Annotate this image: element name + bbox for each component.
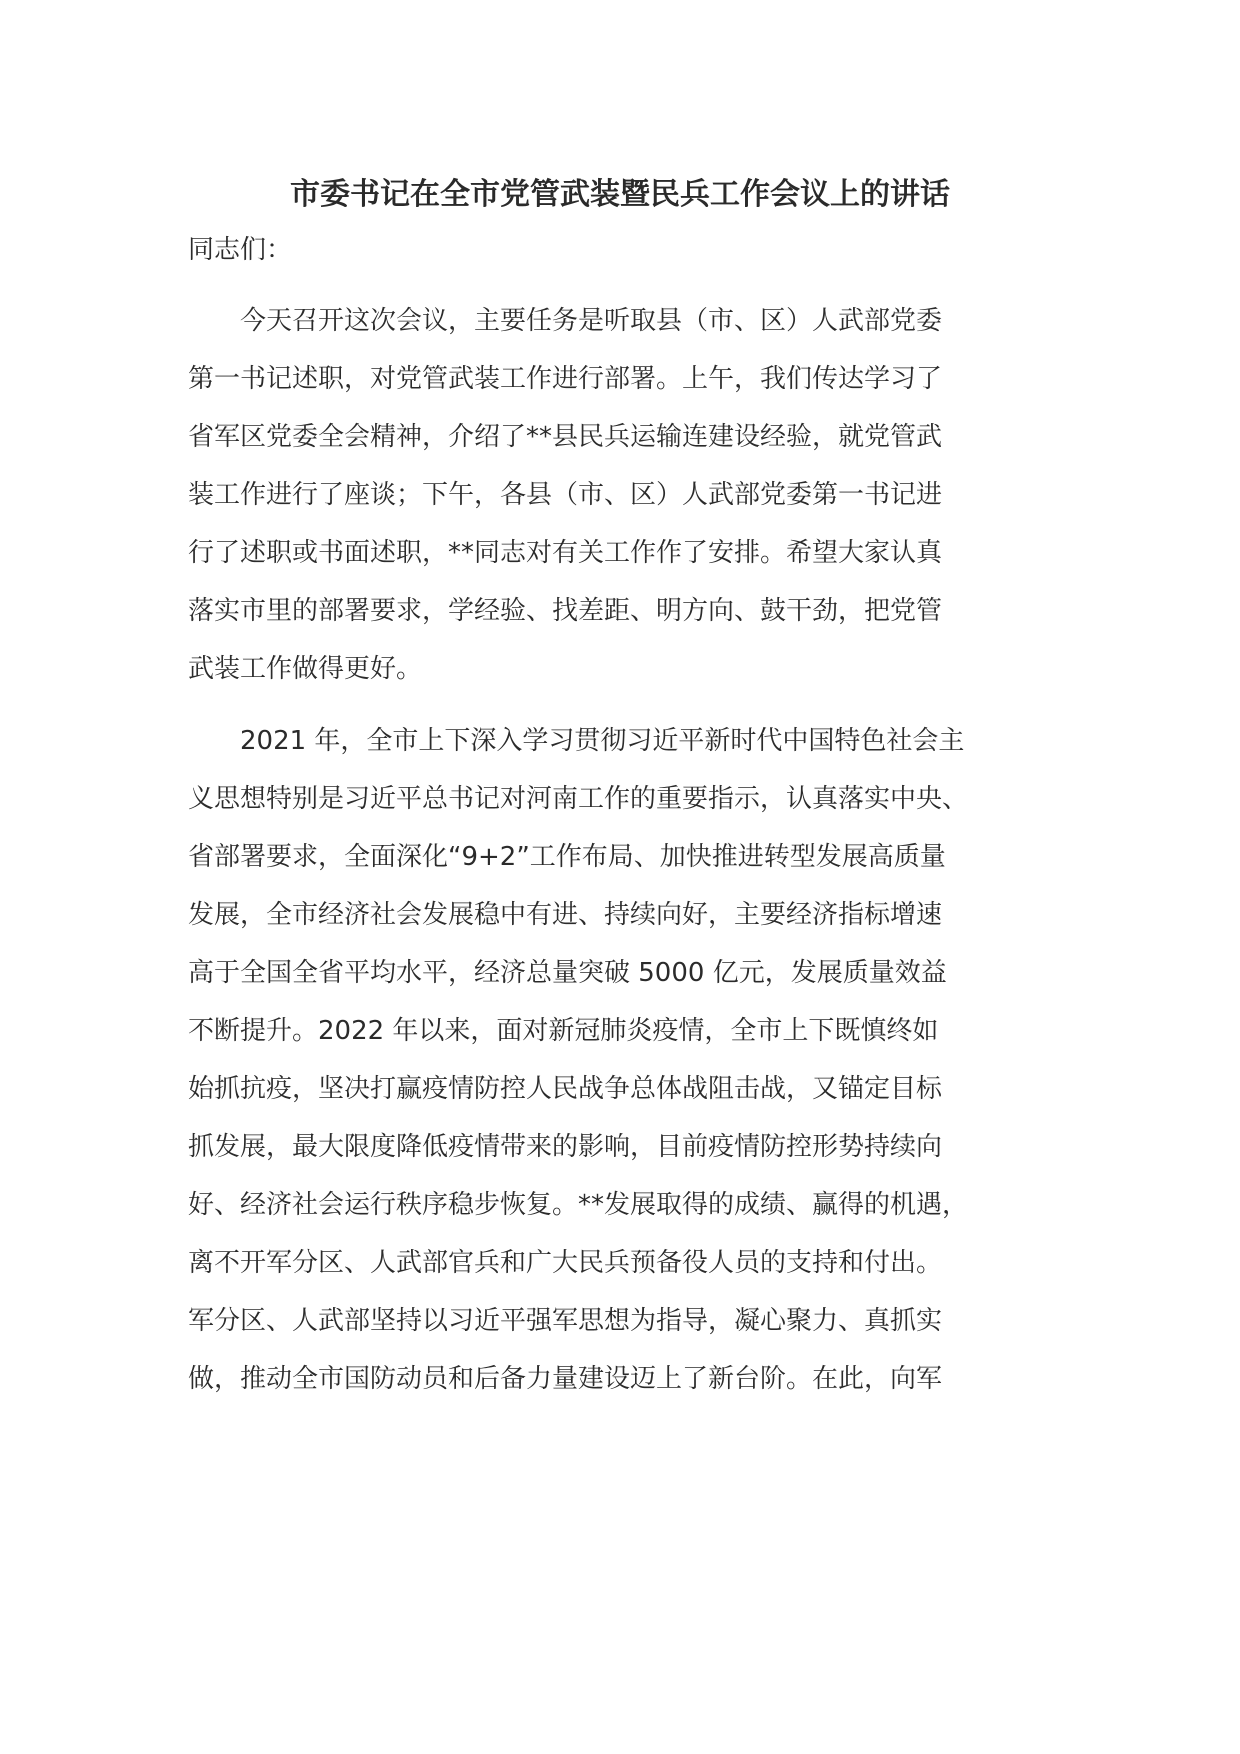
paragraph-line: 行了述职或书面述职，**同志对有关工作作了安排。希望大家认真 bbox=[188, 538, 943, 568]
document-title: 市委书记在全市党管武装暨民兵工作会议上的讲话 bbox=[290, 177, 950, 212]
paragraph-line: 始抓抗疫，坚决打赢疫情防控人民战争总体战阻击战，又锚定目标 bbox=[188, 1074, 943, 1104]
paragraph-line: 高于全国全省平均水平，经济总量突破 5000 亿元，发展质量效益 bbox=[188, 958, 947, 988]
paragraph-line: 离不开军分区、人武部官兵和广大民兵预备役人员的支持和付出。 bbox=[188, 1248, 943, 1278]
salutation: 同志们： bbox=[188, 235, 293, 265]
paragraph-line: 不断提升。2022 年以来，面对新冠肺炎疫情，全市上下既慎终如 bbox=[188, 1016, 939, 1046]
paragraph-line: 发展，全市经济社会发展稳中有进、持续向好，主要经济指标增速 bbox=[188, 900, 943, 930]
paragraph-line: 做，推动全市国防动员和后备力量建设迈上了新台阶。在此，向军 bbox=[188, 1364, 943, 1394]
paragraph-line: 2021 年，全市上下深入学习贯彻习近平新时代中国特色社会主 bbox=[240, 726, 965, 756]
paragraph-line: 省部署要求，全面深化“9+2”工作布局、加快推进转型发展高质量 bbox=[188, 842, 946, 872]
paragraph-line: 装工作进行了座谈；下午，各县（市、区）人武部党委第一书记进 bbox=[188, 480, 943, 510]
paragraph-line: 省军区党委全会精神，介绍了**县民兵运输连建设经验，就党管武 bbox=[188, 422, 943, 452]
paragraph-line: 义思想特别是习近平总书记对河南工作的重要指示，认真落实中央、 bbox=[188, 784, 969, 814]
paragraph-line: 第一书记述职，对党管武装工作进行部署。上午，我们传达学习了 bbox=[188, 364, 943, 394]
paragraph-line: 抓发展，最大限度降低疫情带来的影响，目前疫情防控形势持续向 bbox=[188, 1132, 943, 1162]
paragraph-line: 今天召开这次会议，主要任务是听取县（市、区）人武部党委 bbox=[240, 306, 943, 336]
paragraph-line: 武装工作做得更好。 bbox=[188, 654, 423, 684]
paragraph-line: 好、经济社会运行秩序稳步恢复。**发展取得的成绩、赢得的机遇， bbox=[188, 1190, 969, 1220]
paragraph-line: 军分区、人武部坚持以习近平强军思想为指导，凝心聚力、真抓实 bbox=[188, 1306, 943, 1336]
paragraph-line: 落实市里的部署要求，学经验、找差距、明方向、鼓干劲，把党管 bbox=[188, 596, 943, 626]
